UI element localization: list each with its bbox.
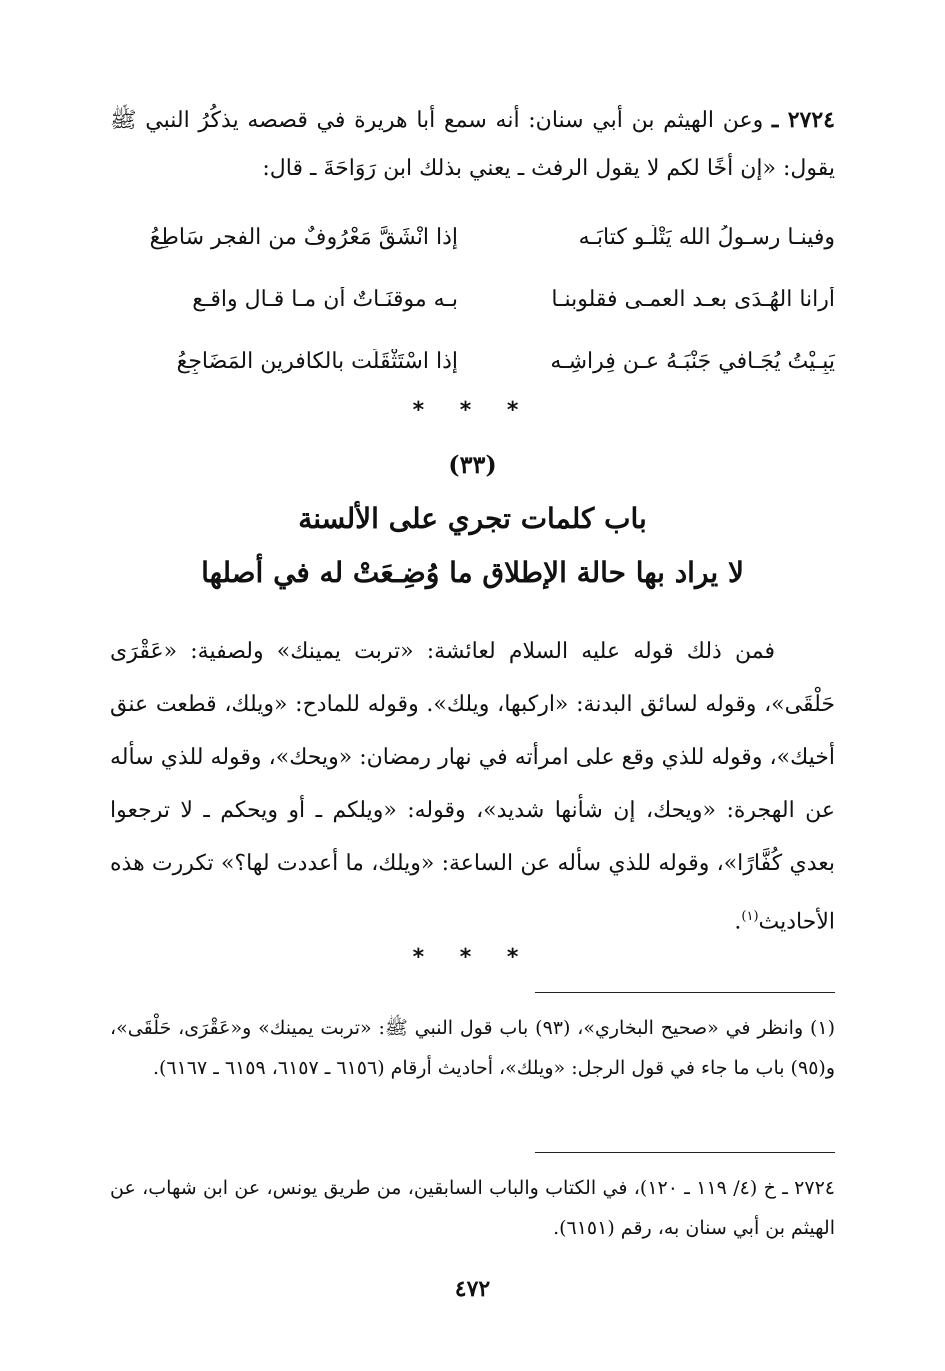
chapter-title-line-1: باب كلمات تجري على الألسنة [298,502,647,535]
verse-first-hemistich: أرانا الهُـدَى بعـد العمـى فقلوبنـا [551,286,835,312]
footnote-divider [535,992,835,993]
section-separator: * * * [412,398,533,423]
body-text: فمن ذلك قوله عليه السلام لعائشة: «تربت يمينك» ولصفية: «عَقْرَى حَلْقَى»، وقوله لسائق البدنة: «اركبها، ويلك». وقوله للمادح: «ويلك، قطعت عنق أخيك»، وقوله للذي وقع على امرأته في نهار رمضان: «ويحك»، وقوله للذي سأله عن الهجرة: «ويحك، إن شأنها شديد»، وقوله: «ويلكم ـ أو ويحكم ـ لا ترجعوا بعدي كُفَّارًا»، وقوله للذي سأله عن الساعة: «ويلك، ما أعددت لها؟» تكررت هذه الأحاديث [110,639,835,935]
hadith-paragraph [110,96,835,193]
chapter-title-line-2: لا يراد بها حالة الإطلاق ما وُضِـعَتْ له في أصلها [201,556,744,589]
body-paragraph [110,625,835,948]
verse-first-hemistich: يَبِـيْتُ يُجَـافي جَنْبَـهُ عـن فِراشِـه [550,348,835,374]
footnote-2: ٢٧٢٤ ـ خ (٤/ ١١٩ ـ ١٢٠)، في الكتاب والباب السابقين، من طريق يونس، عن ابن شهاب، عن الهيثم بن أبي سنان به، رقم (٦١٥١). [110,1177,835,1239]
verse-second-hemistich: إذا اسْتَثْقَلَت بالكافرين المَضَاجِعُ [176,348,458,374]
verse-first-hemistich: وفينـا رسـولُ الله يَتْلُـو كتابَـه [578,224,835,250]
poem [110,206,835,392]
hadith-number: ٢٧٢٤ ـ [771,107,835,133]
body-end: . [734,909,742,935]
poem-verse [110,268,835,330]
footnote-reference: (١) [741,909,759,924]
poem-verse [110,206,835,268]
poem-verse [110,330,835,392]
verse-second-hemistich: إذا انْشَقَّ مَعْرُوفٌ من الفجر سَاطِعُ [149,224,458,250]
verse-second-hemistich: بـه موقنَـاتٌ أن مـا قـال واقـع [192,286,458,312]
section-separator: * * * [412,945,533,970]
page-number: ٤٧٢ [454,1276,491,1302]
footnote-divider [535,1152,835,1153]
hadith-text: وعن الهيثم بن أبي سنان: أنه سمع أبا هريرة في قصصه يذكُرُ النبي ﷺ يقول: «إن أخًا لكم لا يقول الرفث ـ يعني بذلك ابن رَوَاحَةَ ـ قال: [110,108,835,181]
chapter-number: (٣٣) [448,450,497,479]
footnote-1: (١) وانظر في «صحيح البخاري»، (٩٣) باب قول النبي ﷺ: «تربت يمينك» و«عَقْرَى، حَلْقَى»، و(٩٥) باب ما جاء في قول الرجل: «ويلك»، أحاديث أرقام (٦١٥٦ ـ ٦١٥٧، ٦١٥٩ ـ ٦١٦٧). [110,1017,836,1079]
